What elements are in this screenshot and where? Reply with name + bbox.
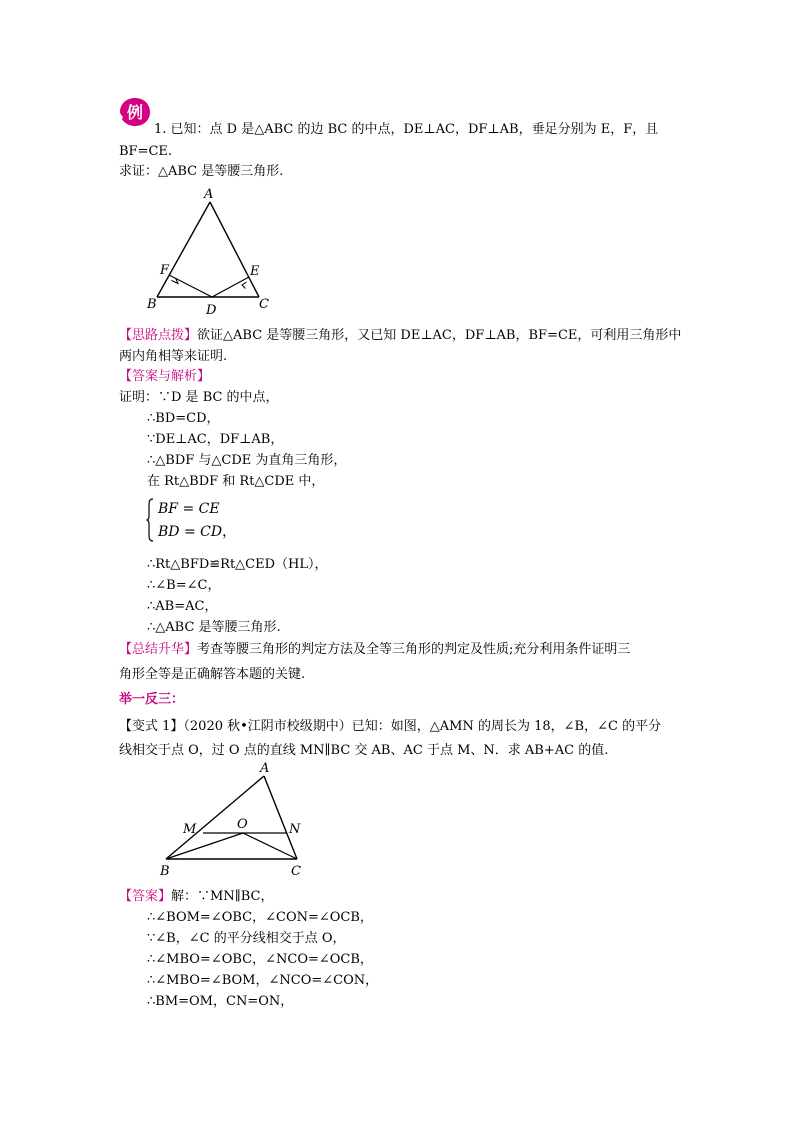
proof-line-9: ∴△ABC 是等腰三角形.: [147, 620, 281, 635]
hint-tag: 【思路点拨】: [119, 328, 198, 343]
solution-line-5: ∴∠MBO=∠BOM，∠NCO=∠CON，: [147, 973, 379, 988]
figure-triangle-abc: [140, 184, 280, 319]
solution-line-6: ∴BM=OM，CN=ON，: [147, 994, 294, 1009]
fig1-label-e: E: [250, 264, 260, 279]
fig2-label-n: N: [289, 822, 301, 837]
proof-line-3: ∵DE⊥AC，DF⊥AB，: [147, 432, 284, 447]
fig1-label-c: C: [259, 297, 269, 312]
solution-line-4: ∴∠MBO=∠OBC，∠NCO=∠OCB，: [147, 952, 373, 967]
solution-line-3: ∵∠B，∠C 的平分线相交于点 O，: [147, 931, 346, 946]
fig1-label-b: B: [147, 297, 157, 312]
fig2-label-a: A: [260, 762, 270, 776]
variant-text-1: （2020 秋•江阴市校级期中）已知：如图，△AMN 的周长为 18，∠B，∠C 的平分: [183, 719, 662, 734]
solution-text-1: 解：∵MN∥BC，: [171, 889, 274, 904]
variant-line-2: 线相交于点 O，过 O 点的直线 MN∥BC 交 AB、AC 于点 M、N．求 AB+AC 的值.: [119, 743, 609, 758]
equation-brace: [146, 498, 154, 542]
variant-tag: 【变式 1】: [119, 719, 184, 734]
proof-line-5: 在 Rt△BDF 和 Rt△CDE 中，: [147, 474, 325, 489]
example-badge-icon: [119, 97, 151, 127]
system-eq-2: BD = CD: [158, 524, 223, 540]
fig2-label-b: B: [160, 864, 170, 879]
solution-tag: 【答案】: [119, 889, 172, 904]
proof-line-1: 证明：∵D 是 BC 的中点，: [119, 390, 279, 405]
system-eq-1: BF = CE: [158, 501, 220, 517]
hint-line-2: 两内角相等来证明.: [119, 349, 228, 364]
example-badge-text: 例: [126, 103, 144, 122]
practice-title: 举一反三：: [119, 692, 185, 707]
variant-line-1: [119, 718, 661, 736]
fig1-label-d: D: [206, 303, 217, 318]
hint-line-1: [119, 327, 681, 345]
system-eq-2-row: [158, 523, 236, 541]
example-prove: 求证：△ABC 是等腰三角形.: [119, 164, 284, 179]
fig2-label-o: O: [237, 817, 248, 832]
answer-header: 【答案与解析】: [119, 369, 211, 384]
summary-line-2: 角形全等是正确解答本题的关键.: [119, 667, 306, 682]
system-eq-2-tail: ，: [222, 524, 237, 540]
proof-line-7: ∴∠B=∠C，: [147, 578, 221, 593]
summary-line-1: [119, 641, 630, 659]
fig2-label-c: C: [291, 864, 301, 879]
solution-line-2: ∴∠BOM=∠OBC，∠CON=∠OCB，: [147, 910, 373, 925]
example-line-1: 1. 已知：点 D 是△ABC 的边 BC 的中点，DE⊥AC，DF⊥AB，垂足分别为 E，F，且: [154, 122, 659, 137]
proof-line-6: ∴Rt△BFD≌Rt△CED（HL），: [147, 557, 328, 572]
hint-text-1: 欲证△ABC 是等腰三角形，又已知 DE⊥AC，DF⊥AB，BF=CE，可利用三角形中: [197, 328, 682, 343]
fig2-label-m: M: [183, 822, 197, 837]
example-line-2: BF=CE.: [119, 144, 173, 159]
proof-line-2: ∴BD=CD，: [147, 411, 220, 426]
fig1-label-a: A: [204, 187, 214, 202]
summary-tag: 【总结升华】: [119, 642, 198, 657]
figure-triangle-amn: [155, 762, 315, 880]
fig1-label-f: F: [160, 263, 170, 278]
proof-line-4: ∴△BDF 与△CDE 为直角三角形，: [147, 453, 347, 468]
proof-line-8: ∴AB=AC，: [147, 599, 218, 614]
solution-line-1: [119, 888, 273, 906]
summary-text-1: 考查等腰三角形的判定方法及全等三角形的判定及性质;充分利用条件证明三: [197, 642, 631, 657]
